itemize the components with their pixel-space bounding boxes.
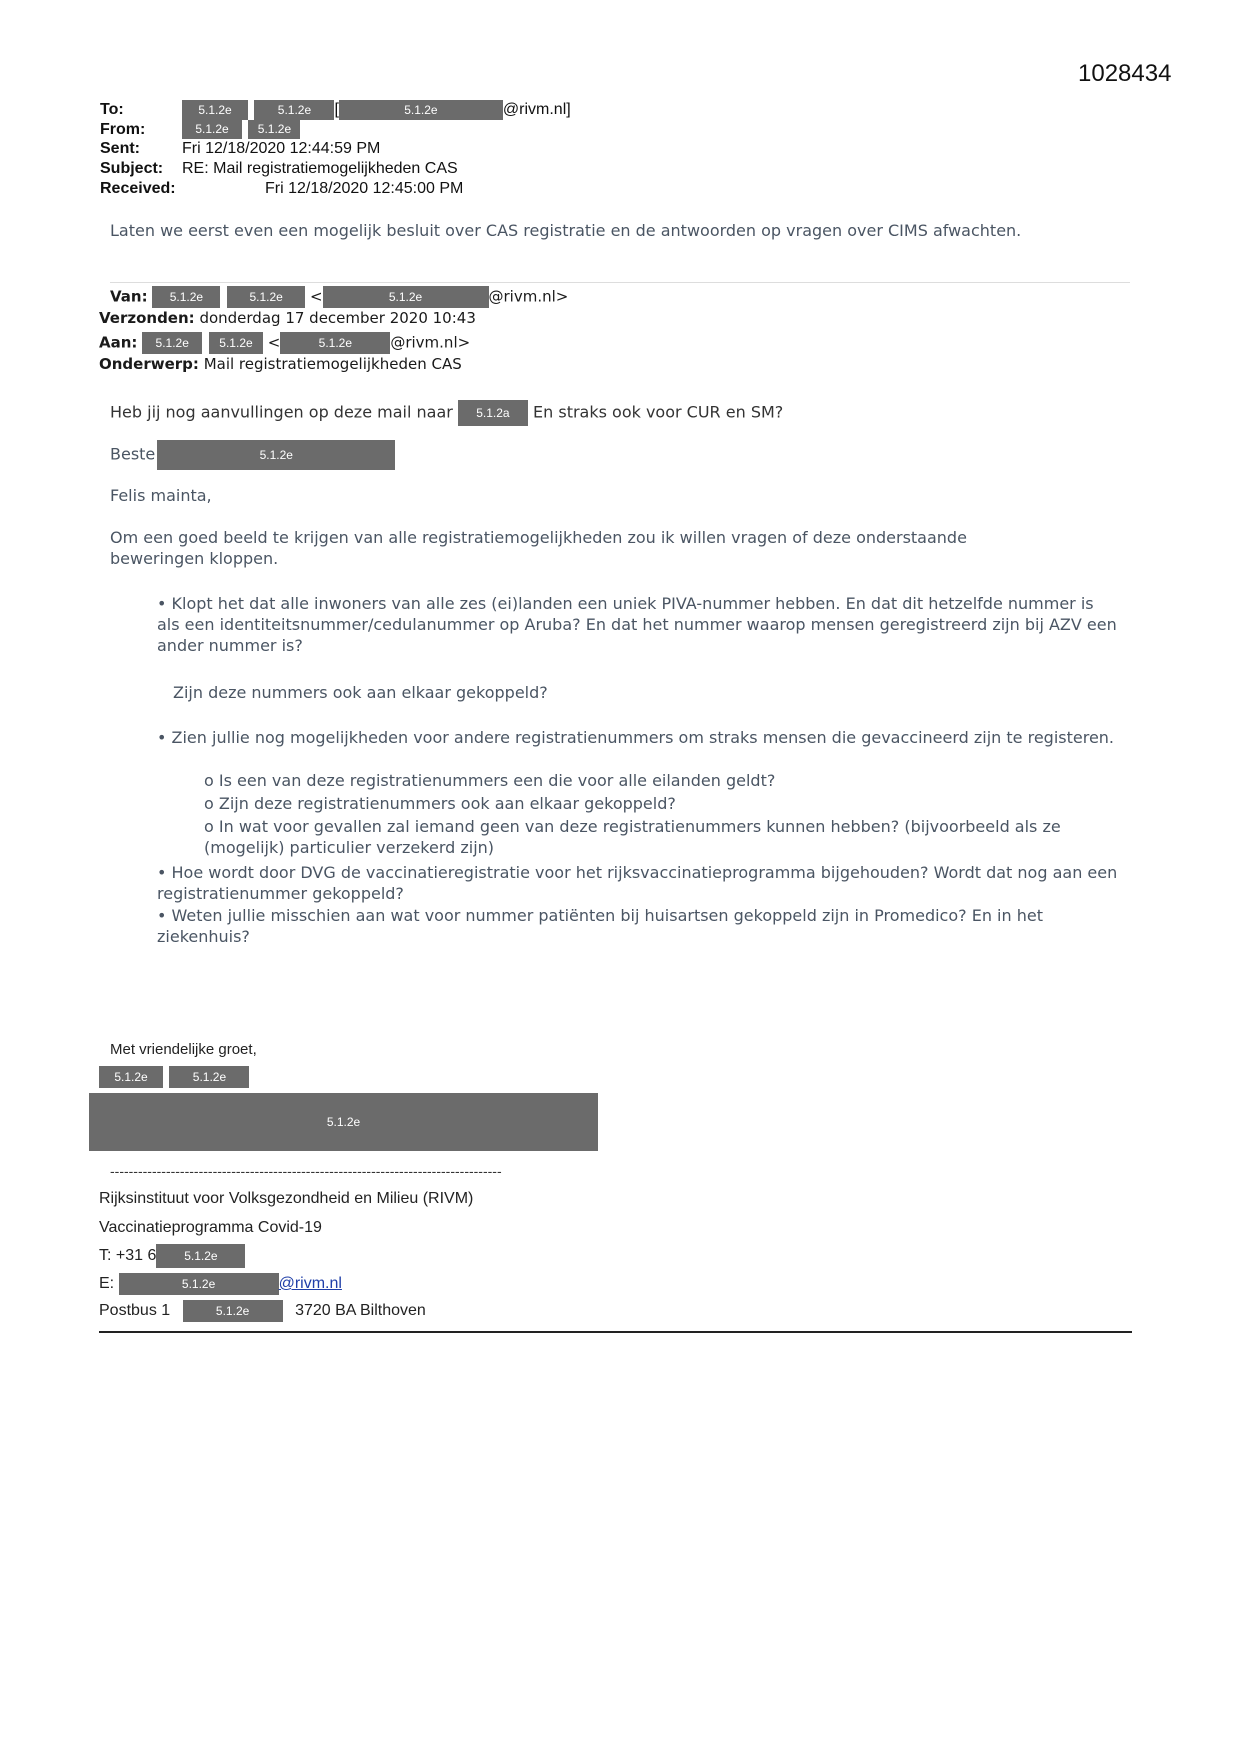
aan-label: Aan: (99, 333, 138, 352)
sent-label: Sent: (100, 140, 140, 157)
verzonden-label: Verzonden: (99, 309, 195, 327)
postal-line (99, 1300, 426, 1322)
redaction-box: 5.1.2e (183, 1300, 283, 1322)
bullet-item: • Klopt het dat alle inwoners van alle zes (ei)landen een uniek PIVA-nummer hebben. En dat dit hetzelfde nummer is als een identiteitsnummer/cedulanummer op Aruba? En dat het nummer waarop mensen geregistreerd zijn bij AZV een ander nummer is? (157, 594, 1117, 655)
van-label: Van: (110, 287, 148, 306)
to-domain: @rivm.nl] (502, 101, 571, 119)
document-number: 1028434 (1078, 60, 1172, 87)
redaction-box: 5.1.2e (323, 286, 489, 308)
sub-bullet-item: o Is een van deze registratienummers een die voor alle eilanden geldt? (204, 771, 776, 790)
redaction-box: 5.1.2e (142, 332, 202, 354)
subject-value: RE: Mail registratiemogelijkheden CAS (182, 160, 458, 177)
redaction-box: 5.1.2e (152, 286, 220, 308)
aan-line (99, 332, 470, 354)
sent-value: Fri 12/18/2020 12:44:59 PM (182, 140, 381, 157)
phone-line (99, 1244, 245, 1268)
redaction-box: 5.1.2e (227, 286, 305, 308)
question-line (110, 400, 783, 426)
reply-text: Laten we eerst even een mogelijk besluit over CAS registratie en de antwoorden op vragen over CIMS afwachten. (110, 221, 1022, 240)
to-label: To: (100, 101, 124, 119)
sent-line (100, 140, 380, 158)
to-line (100, 100, 571, 120)
verzonden-line (99, 309, 476, 327)
van-lt: < (309, 287, 323, 306)
question-end: En straks ook voor CUR en SM? (533, 402, 784, 422)
signature-name (99, 1066, 249, 1088)
van-domain: @rivm.nl> (488, 287, 569, 306)
onderwerp-label: Onderwerp: (99, 355, 199, 373)
redaction-box: 5.1.2e (280, 332, 390, 354)
redaction-box: 5.1.2e (209, 332, 263, 354)
bullet-item: • Weten jullie misschien aan wat voor nummer patiënten bij huisartsen gekoppeld zijn in Promedico? En in het ziekenhuis? (157, 906, 1043, 946)
closing: Met vriendelijke groet, (110, 1041, 257, 1058)
received-label: Received: (100, 180, 176, 197)
subject-line (100, 160, 458, 178)
onderwerp-line (99, 355, 462, 373)
redaction-box: 5.1.2e (156, 1244, 245, 1268)
greeting-line (110, 440, 395, 470)
redaction-box: 5.1.2e (169, 1066, 249, 1088)
redaction-box: 5.1.2e (254, 100, 334, 120)
from-line (100, 120, 300, 139)
salutation: Felis mainta, (110, 486, 212, 505)
intro-line-1: Om een goed beeld te krijgen van alle registratiemogelijkheden zou ik willen vragen of deze onderstaande (110, 528, 967, 547)
email-label: E: (99, 1275, 115, 1293)
greeting: Beste (110, 444, 156, 464)
separator-line (110, 282, 1130, 283)
program-name: Vaccinatieprogramma Covid-19 (99, 1219, 322, 1236)
verzonden-value: donderdag 17 december 2020 10:43 (199, 309, 476, 327)
redaction-box: 5.1.2e (182, 120, 242, 139)
footer-rule (99, 1331, 1132, 1333)
question-start: Heb jij nog aanvullingen op deze mail naar (110, 402, 453, 422)
city: 3720 BA Bilthoven (295, 1302, 426, 1320)
van-line (110, 286, 568, 308)
redaction-box: 5.1.2e (89, 1093, 598, 1151)
aan-domain: @rivm.nl> (390, 333, 471, 352)
from-label: From: (100, 120, 146, 138)
phone-label: T: +31 6 (99, 1247, 157, 1265)
bullet-item: • Zien jullie nog mogelijkheden voor andere registratienummers om straks mensen die gevaccineerd zijn te registeren. (157, 728, 1115, 747)
redaction-box: 5.1.2e (99, 1066, 163, 1088)
bullet-followup: Zijn deze nummers ook aan elkaar gekoppeld? (173, 683, 548, 702)
subject-label: Subject: (100, 160, 164, 177)
email-line (99, 1273, 342, 1295)
received-line (100, 180, 463, 198)
postbus: Postbus 1 (99, 1302, 171, 1320)
email-link[interactable]: @rivm.nl (278, 1275, 342, 1293)
redaction-box: 5.1.2e (248, 120, 300, 139)
redaction-box: 5.1.2e (182, 100, 248, 120)
redaction-box: 5.1.2a (458, 400, 528, 426)
sub-bullet-item: o In wat voor gevallen zal iemand geen van deze registratienummers kunnen hebben? (bijvoorbeeld als ze (mogelijk) particulier verzekerd zijn) (204, 817, 1061, 857)
org-name: Rijksinstituut voor Volksgezondheid en Milieu (RIVM) (99, 1190, 474, 1207)
redaction-box: 5.1.2e (119, 1273, 279, 1295)
redaction-box: 5.1.2e (339, 100, 503, 120)
aan-lt: < (267, 333, 281, 352)
bullet-item: • Hoe wordt door DVG de vaccinatieregistratie voor het rijksvaccinatieprogramma bijgehouden? Wordt dat nog aan een registratienummer gekoppeld? (157, 863, 1118, 903)
onderwerp-value: Mail registratiemogelijkheden CAS (203, 355, 462, 373)
signature-dashes: ------------------------------------------------------------------------------------ (110, 1163, 502, 1179)
intro-line-2: beweringen kloppen. (110, 549, 279, 568)
to-open-bracket: [ (334, 101, 339, 119)
sub-bullet-item: o Zijn deze registratienummers ook aan elkaar gekoppeld? (204, 794, 676, 813)
received-value: Fri 12/18/2020 12:45:00 PM (265, 180, 464, 197)
redaction-box: 5.1.2e (157, 440, 395, 470)
